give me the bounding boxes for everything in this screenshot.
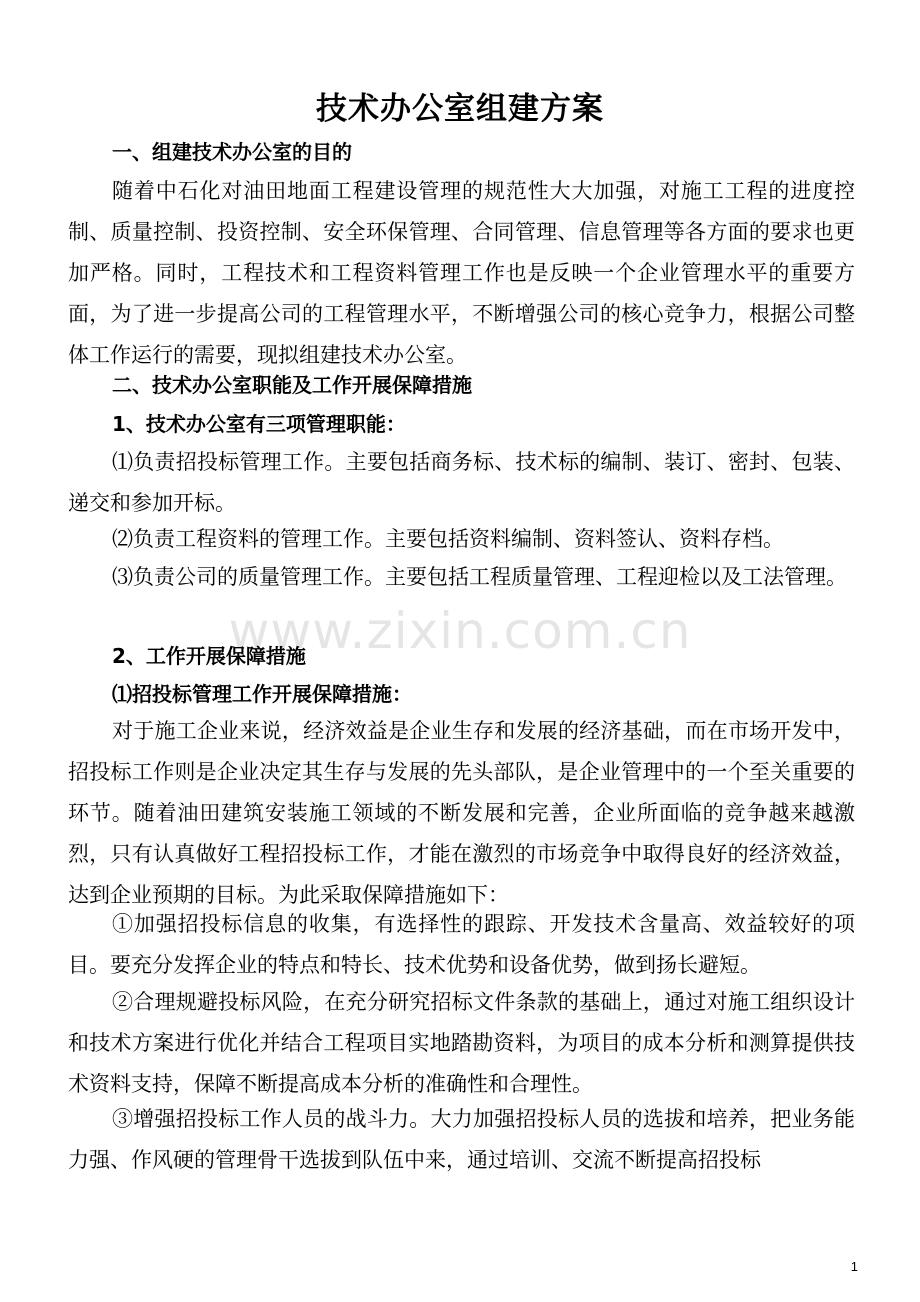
- measure-item-1: ①加强招投标信息的收集，有选择性的跟踪、开发技术含量高、效益较好的项目。要充分发挥企业的特点和特长、技术优势和设备优势，做到扬长避短。: [68, 912, 855, 977]
- measure-item-2: ②合理规避投标风险，在充分研究招标文件条款的基础上，通过对施工组织设计和技术方案进行优化并结合工程项目实地踏勘资料，为项目的成本分析和测算提供技术资料支持，保障不断提高成本分析的准确性和合理性。: [68, 990, 855, 1096]
- function-item-2: ⑵负责工程资料的管理工作。主要包括资料编制、资料签认、资料存档。: [112, 527, 784, 551]
- document-title: 技术办公室组建方案: [316, 91, 604, 127]
- bidding-paragraph: 对于施工企业来说，经济效益是企业生存和发展的经济基础，而在市场开发中，招投标工作则是企业决定其生存与发展的先头部队，是企业管理中的一个至关重要的环节。随着油田建筑安装施工领域的不断发展和完善，企业所面临的竞争越来越激烈，只有认真做好工程招投标工作，才能在激烈的市场竞争中取得良好的经济效益，达到企业预期的目标。为此采取保障措施如下：: [68, 719, 855, 907]
- subsection2-heading: 2、工作开展保障措施: [112, 644, 306, 668]
- section2-heading: 二、技术办公室职能及工作开展保障措施: [112, 373, 472, 397]
- watermark: www.zixin.com.cn: [228, 602, 692, 660]
- page-number: 1: [850, 1259, 858, 1274]
- measure-item-3: ③增强招投标工作人员的战斗力。大力加强招投标人员的选拔和培养，把业务能力强、作风硬的管理骨干选拔到队伍中来，通过培训、交流不断提高招投标: [68, 1107, 855, 1172]
- function-item-1: ⑴负责招投标管理工作。主要包括商务标、技术标的编制、装订、密封、包装、递交和参加开标。: [68, 450, 855, 515]
- section1-paragraph: 随着中石化对油田地面工程建设管理的规范性大大加强，对施工工程的进度控制、质量控制、投资控制、安全环保管理、合同管理、信息管理等各方面的要求也更加严格。同时，工程技术和工程资料管理工作也是反映一个企业管理水平的重要方面，为了进一步提高公司的工程管理水平，不断增强公司的核心竞争力，根据公司整体工作运行的需要，现拟组建技术办公室。: [68, 179, 855, 367]
- function-item-3: ⑶负责公司的质量管理工作。主要包括工程质量管理、工程迎检以及工法管理。: [112, 565, 847, 589]
- subsection2-1-heading: ⑴招投标管理工作开展保障措施：: [112, 682, 412, 706]
- subsection1-heading: 1、技术办公室有三项管理职能：: [112, 412, 406, 436]
- section1-heading: 一、组建技术办公室的目的: [112, 140, 352, 164]
